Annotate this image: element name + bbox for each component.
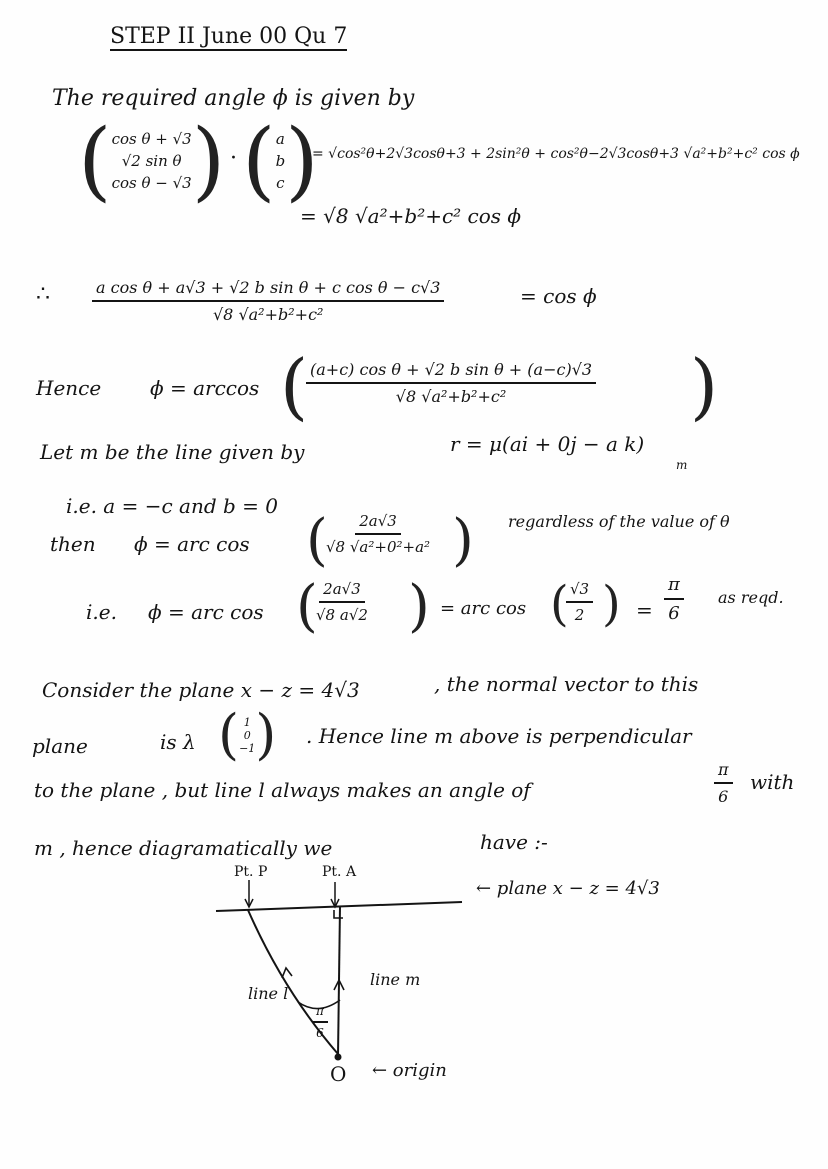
ie2-denominator: √8 a√2 <box>316 606 368 624</box>
plane-line-4a: m , hence diagramatically we <box>34 836 333 860</box>
hence-numerator: (a+c) cos θ + √2 b sin θ + (a−c)√3 <box>306 360 596 384</box>
plane-line-2c: . Hence line m above is perpendicular <box>306 724 692 748</box>
then-label: then <box>50 532 96 556</box>
ie2-left-paren: ( <box>296 574 318 639</box>
pt-a-label: Pt. A <box>322 864 357 880</box>
dot-operator: · <box>230 146 237 171</box>
ie2-equals: = <box>636 598 653 622</box>
then-denominator: √8 √a²+0²+a² <box>326 538 431 556</box>
dot-product-rhs-1: = √cos²θ+2√3cosθ+3 + 2sin²θ + cos²θ−2√3cosθ+3 √a²+b²+c² cos ϕ <box>312 146 800 162</box>
line-l-arrowhead <box>282 968 292 978</box>
line-m-text: Let m be the line given by <box>40 440 305 464</box>
then-right-paren: ) <box>452 508 474 573</box>
angle-denominator: 6 <box>316 1026 324 1040</box>
vector-abc-b: b <box>275 152 286 170</box>
hence-denominator: √8 √a²+b²+c² <box>395 387 507 406</box>
hence-label: Hence <box>36 376 102 400</box>
vector-abc-a: a <box>275 130 285 148</box>
plane-line-4b: have :- <box>480 830 548 854</box>
then-numerator: 2a√3 <box>355 512 401 535</box>
page-title: STEP II June 00 Qu 7 <box>110 24 348 49</box>
vector-abc-c: c <box>276 174 285 192</box>
hence-lhs: ϕ = arccos <box>150 376 260 400</box>
line-m-subscript: m <box>676 458 688 472</box>
ie2-numerator-3: π <box>664 574 684 600</box>
therefore-numerator: a cos θ + a√3 + √2 b sin θ + c cos θ − c√3 <box>92 278 444 302</box>
ie2-label: i.e. <box>86 600 117 624</box>
ie2-right-paren-2: ) <box>602 576 621 632</box>
plane-line-1a: Consider the plane x − z = 4√3 <box>42 678 360 702</box>
ie2-numerator-2: √3 <box>566 580 593 603</box>
ie-condition: i.e. a = −c and b = 0 <box>66 494 278 518</box>
ie2-denominator-2: 2 <box>574 606 585 624</box>
vector-theta: ( cos θ + √3 √2 sin θ cos θ − √3 ) <box>78 111 226 211</box>
then-note: regardless of the value of θ <box>508 512 730 531</box>
then-left-paren: ( <box>306 508 328 573</box>
origin-symbol: O <box>330 1062 347 1086</box>
plane-line-3a: to the plane , but line l always makes an angle of <box>34 778 531 802</box>
plane-line-2a: plane <box>32 734 88 758</box>
line-m-label: line m <box>370 970 421 989</box>
intro-text: The required angle ϕ is given by <box>52 86 415 111</box>
ie2-denominator-3: 6 <box>668 603 680 624</box>
therefore-symbol: ∴ <box>36 282 50 307</box>
ie2-lhs: ϕ = arc cos <box>148 600 264 624</box>
therefore-rhs: = cos ϕ <box>520 284 597 308</box>
normal-vector-z: −1 <box>239 741 256 755</box>
ie2-note: as reqd. <box>718 588 784 607</box>
angle-fraction <box>312 1004 328 1040</box>
right-angle-marker <box>334 910 343 918</box>
plane-line-2b: is λ <box>160 730 196 754</box>
origin-label: ← origin <box>372 1060 447 1081</box>
therefore-denominator: √8 √a²+b²+c² <box>212 305 324 324</box>
normal-vector-x: 1 <box>243 715 251 729</box>
vector-abc: ( a b c ) <box>242 111 319 211</box>
vector-theta-row-2: √2 sin θ <box>121 152 182 170</box>
vector-theta-row-1: cos θ + √3 <box>111 130 192 148</box>
hence-left-paren: ( <box>280 344 309 428</box>
plane-label: ← plane x − z = 4√3 <box>476 878 660 899</box>
ie2-numerator: 2a√3 <box>319 580 365 603</box>
pt-p-label: Pt. P <box>234 864 268 880</box>
line-l-label: line l <box>248 984 289 1003</box>
ie2-right-paren: ) <box>408 574 430 639</box>
normal-vector-y: 0 <box>243 728 251 742</box>
then-lhs: ϕ = arc cos <box>134 532 250 556</box>
hence-right-paren: ) <box>690 344 719 428</box>
plane-angle-denominator: 6 <box>718 787 729 806</box>
line-m-equation: r = μ(ai + 0j − a k) <box>450 432 645 456</box>
angle-numerator: π <box>312 1004 328 1023</box>
plane-line-3b: with <box>750 770 795 794</box>
plane-angle-numerator: π <box>714 760 733 784</box>
normal-vector: ( 1 0 −1 ) <box>218 703 277 766</box>
vector-theta-row-3: cos θ − √3 <box>111 174 192 192</box>
ie2-left-paren-2: ( <box>550 576 569 632</box>
dot-product-rhs-2: = √8 √a²+b²+c² cos ϕ <box>300 204 522 228</box>
ie2-mid: = arc cos <box>440 598 527 619</box>
plane-line-1b: , the normal vector to this <box>434 672 699 696</box>
origin-point <box>335 1054 342 1061</box>
